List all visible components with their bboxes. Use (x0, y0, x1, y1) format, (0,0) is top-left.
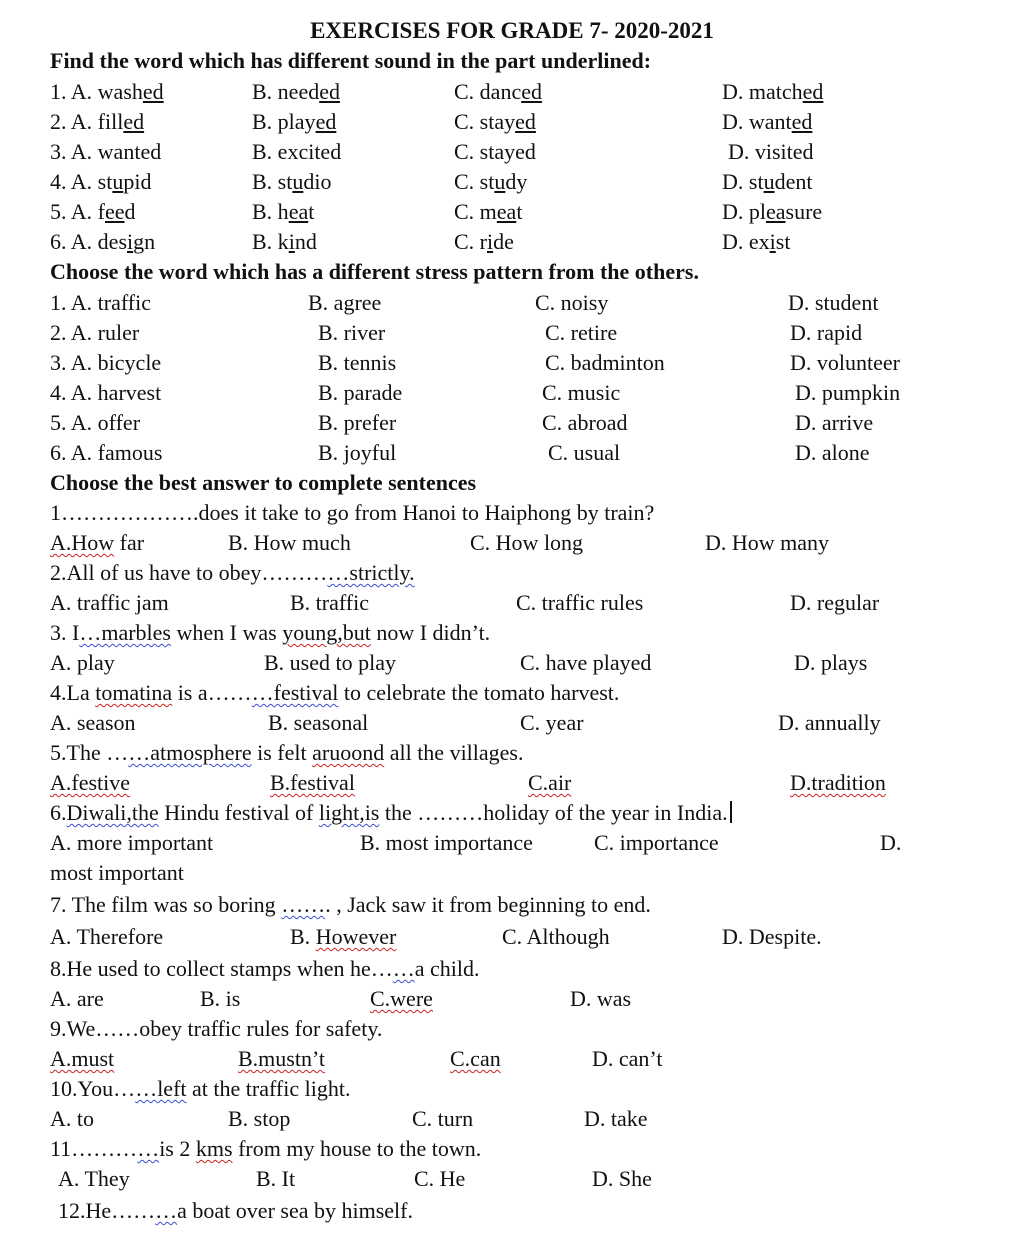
option-b: B. used to play (264, 650, 396, 675)
question-8-stem: 8.He used to collect stamps when he……a child. (50, 956, 480, 981)
option-a: 6. A. famous (50, 440, 163, 465)
question-2-options (0, 590, 1024, 620)
option-a: 3. A. wanted (50, 139, 162, 164)
option-b: B. most importance (360, 830, 533, 855)
option-b: B. heat (252, 199, 315, 224)
question-9-stem: 9.We……obey traffic rules for safety. (50, 1016, 383, 1041)
option-a: 5. A. feed (50, 199, 136, 224)
option-d: D. regular (790, 590, 880, 615)
option-d: D. exist (722, 229, 791, 254)
option-a: A.must (50, 1046, 115, 1071)
stress-question-6 (0, 440, 1024, 470)
option-a: A. traffic jam (50, 590, 169, 615)
stress-question-1 (0, 290, 1024, 320)
pron-question-1 (0, 79, 1024, 109)
option-b: B. agree (308, 290, 382, 315)
question-12-stem: 12.He………a boat over sea by himself. (58, 1198, 413, 1223)
option-a: A. more important (50, 830, 214, 855)
text-cursor (730, 801, 732, 823)
question-10-stem: 10.You……left at the traffic light. (50, 1076, 351, 1101)
pron-question-5 (0, 199, 1024, 229)
option-b: B. joyful (318, 440, 397, 465)
option-a: 2. A. filled (50, 109, 145, 134)
question-2-stem: 2.All of us have to obey…………strictly. (50, 560, 415, 585)
option-a: 2. A. ruler (50, 320, 140, 345)
pron-question-4 (0, 169, 1024, 199)
question-7-stem: 7. The film was so boring ……. , Jack saw it from beginning to end. (50, 892, 651, 917)
option-a: 1. A. washed (50, 79, 164, 104)
option-a: 3. A. bicycle (50, 350, 162, 375)
option-c: C. noisy (535, 290, 609, 315)
question-4-stem: 4.La tomatina is a………festival to celebrate the tomato harvest. (50, 680, 620, 705)
page-title: EXERCISES FOR GRADE 7- 2020-2021 (310, 18, 714, 43)
option-c: C. retire (545, 320, 618, 345)
option-c: C. How long (470, 530, 584, 555)
question-11-options (0, 1166, 1024, 1196)
option-d: D. wanted (722, 109, 813, 134)
option-c: C. have played (520, 650, 652, 675)
option-b: B.festival (270, 770, 355, 795)
option-d: D. Despite. (722, 924, 822, 949)
option-c: C. ride (454, 229, 514, 254)
question-8-options (0, 986, 1024, 1016)
option-a: A. season (50, 710, 136, 735)
option-c: C.were (370, 986, 433, 1011)
question-11-stem: 11…………is 2 kms from my house to the town. (50, 1136, 482, 1161)
option-c: C. danced (454, 79, 542, 104)
question-6-stem: 6.Diwali,the Hindu festival of light,is the ………holiday of the year in India. (50, 800, 732, 826)
option-c: C. abroad (542, 410, 628, 435)
option-b: B.mustn’t (238, 1046, 326, 1071)
option-d: D. take (584, 1106, 648, 1131)
option-b: B. prefer (318, 410, 397, 435)
option-b: B. studio (252, 169, 332, 194)
option-a: A. Therefore (50, 924, 164, 949)
option-d-continued: most important (50, 860, 184, 885)
question-6-options (0, 830, 1024, 860)
option-b: B. It (256, 1166, 296, 1191)
option-a: 1. A. traffic (50, 290, 152, 315)
option-c: C. traffic rules (516, 590, 644, 615)
question-4-options (0, 710, 1024, 740)
option-c: C. meat (454, 199, 523, 224)
option-a: A.How far (50, 530, 145, 555)
option-d: D.tradition (790, 770, 886, 795)
option-a: 5. A. offer (50, 410, 141, 435)
option-d: D. alone (795, 440, 870, 465)
option-c: C. He (414, 1166, 466, 1191)
option-d: D. She (592, 1166, 652, 1191)
option-c: C. importance (594, 830, 719, 855)
option-a: A. are (50, 986, 104, 1011)
option-d: D. pumpkin (795, 380, 901, 405)
option-a: A. to (50, 1106, 94, 1131)
option-a: 4. A. stupid (50, 169, 152, 194)
option-d: D. annually (778, 710, 881, 735)
option-c: C. study (454, 169, 528, 194)
option-a: 6. A. design (50, 229, 156, 254)
option-b: B. How much (228, 530, 351, 555)
option-b: B. played (252, 109, 337, 134)
option-d: D. student (722, 169, 813, 194)
option-a: 4. A. harvest (50, 380, 162, 405)
option-c: C. usual (548, 440, 621, 465)
option-d: D. volunteer (790, 350, 900, 375)
stress-question-3 (0, 350, 1024, 380)
option-d: D. matched (722, 79, 824, 104)
option-b: B. tennis (318, 350, 397, 375)
stress-question-5 (0, 410, 1024, 440)
option-c: C. music (542, 380, 621, 405)
option-a: A. They (58, 1166, 130, 1191)
section-heading-grammar: Choose the best answer to complete sentences (50, 470, 477, 495)
question-7-options (0, 924, 1024, 954)
option-c: C. year (520, 710, 584, 735)
option-d: D. plays (794, 650, 868, 675)
pron-question-3 (0, 139, 1024, 169)
option-b: B. parade (318, 380, 403, 405)
question-3-stem: 3. I…marbles when I was young,but now I didn’t. (50, 620, 491, 645)
stress-question-4 (0, 380, 1024, 410)
option-c: C. stayed (454, 109, 536, 134)
option-b: B. traffic (290, 590, 370, 615)
question-5-stem: 5.The ……atmosphere is felt aruoond all the villages. (50, 740, 524, 765)
option-b: B. seasonal (268, 710, 369, 735)
question-1-stem: 1……………….does it take to go from Hanoi to Haiphong by train? (50, 500, 655, 525)
stress-question-2 (0, 320, 1024, 350)
question-3-options (0, 650, 1024, 680)
option-c: C. stayed (454, 139, 536, 164)
option-b: B. stop (228, 1106, 291, 1131)
option-b: B. needed (252, 79, 340, 104)
option-d: D. (880, 830, 902, 855)
option-c: C. badminton (545, 350, 665, 375)
option-d: D. How many (705, 530, 830, 555)
option-c: C.can (450, 1046, 501, 1071)
option-d: D. student (788, 290, 879, 315)
option-b: B. is (200, 986, 241, 1011)
option-a: A.festive (50, 770, 131, 795)
option-b: B. However (290, 924, 397, 949)
option-d: D. arrive (795, 410, 874, 435)
option-a: A. play (50, 650, 115, 675)
option-d: D. pleasure (722, 199, 823, 224)
option-b: B. river (318, 320, 386, 345)
option-c: C. turn (412, 1106, 474, 1131)
question-1-options (0, 530, 1024, 560)
question-9-options (0, 1046, 1024, 1076)
section-heading-pronunciation: Find the word which has different sound in the part underlined: (50, 48, 652, 73)
section-heading-stress: Choose the word which has a different stress pattern from the others. (50, 259, 699, 284)
pron-question-2 (0, 109, 1024, 139)
option-c: C.air (528, 770, 572, 795)
option-c: C. Although (502, 924, 610, 949)
option-b: B. kind (252, 229, 317, 254)
option-d: D. rapid (790, 320, 863, 345)
question-10-options (0, 1106, 1024, 1136)
option-d: D. visited (728, 139, 814, 164)
option-d: D. was (570, 986, 632, 1011)
option-b: B. excited (252, 139, 342, 164)
question-5-options (0, 770, 1024, 800)
option-d: D. can’t (592, 1046, 663, 1071)
pron-question-6 (0, 229, 1024, 259)
